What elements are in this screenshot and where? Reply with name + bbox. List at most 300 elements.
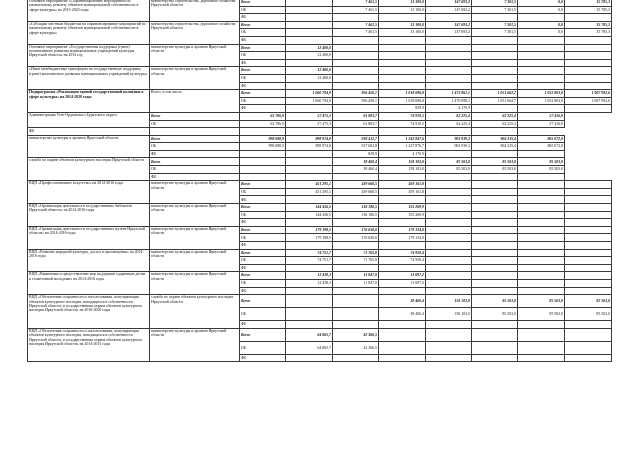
- value-cell: [426, 272, 472, 280]
- value-cell: [518, 321, 565, 329]
- value-cell: [286, 219, 333, 227]
- table-row: [28, 158, 612, 166]
- budget-table-page: [27, 0, 612, 362]
- value-cell: 12 400,0: [286, 67, 333, 75]
- value-cell: 158 103,0: [426, 295, 472, 308]
- value-cell: [426, 264, 472, 272]
- value-cell: 71 765,0: [333, 257, 379, 265]
- funding-source-cell: ОБ: [240, 308, 286, 321]
- value-cell: 12 400,0: [286, 52, 333, 60]
- row-title-cell: «Иные межбюджетные трансферты на государственную поддержку (грант) комплексного развития муниципальных учреждений культуры»: [28, 67, 150, 90]
- value-cell: [472, 354, 518, 362]
- funding-source-cell: Всего: [240, 181, 286, 189]
- value-cell: [379, 59, 426, 67]
- value-cell: 136 186,5: [333, 211, 379, 219]
- value-cell: [472, 52, 518, 60]
- table-row: [28, 272, 612, 280]
- value-cell: [426, 226, 472, 234]
- value-cell: [472, 181, 518, 189]
- executor-cell: служба по охране объектов культурного наследия Иркутской области: [150, 295, 240, 329]
- value-cell: 85 503,0: [518, 295, 565, 308]
- funding-source-cell: ОБ: [240, 74, 286, 82]
- value-cell: [286, 173, 333, 181]
- value-cell: [518, 242, 565, 250]
- value-cell: 74 751,7: [286, 257, 333, 265]
- value-cell: [426, 257, 472, 265]
- value-cell: 904 335,4: [472, 143, 518, 151]
- value-cell: [472, 242, 518, 250]
- value-cell: 1 060 794,9: [286, 97, 333, 105]
- value-cell: 38 460,4: [333, 158, 379, 166]
- value-cell: [472, 67, 518, 75]
- value-cell: 439 660,5: [333, 188, 379, 196]
- funding-source-cell: ФБ: [240, 287, 286, 295]
- funding-source-cell: ОБ: [240, 29, 286, 37]
- value-cell: 1 470 098,1: [426, 97, 472, 105]
- value-cell: [565, 272, 612, 280]
- value-cell: [286, 82, 333, 90]
- executor-cell: Администрация Усть-Ордынского Бурятского округа: [28, 112, 150, 127]
- value-cell: 136 186,5: [333, 204, 379, 212]
- value-cell: [333, 321, 379, 329]
- value-cell: [518, 14, 565, 22]
- row-title-cell: «Субсидии местным бюджетам на софинансирование мероприятий по капитальному ремонту объектов муниципальной собственности в сфере культуры»: [28, 21, 150, 44]
- value-cell: [333, 74, 379, 82]
- funding-source-cell: ФБ: [240, 105, 286, 113]
- value-cell: [333, 128, 379, 136]
- value-cell: [565, 82, 612, 90]
- value-cell: [472, 234, 518, 242]
- value-cell: [472, 249, 518, 257]
- value-cell: [286, 166, 333, 174]
- value-cell: 13 100,0: [379, 29, 426, 37]
- executor-cell: министерство культуры и архивов Иркутской области: [150, 226, 240, 249]
- value-cell: [472, 219, 518, 227]
- value-cell: [472, 279, 518, 287]
- value-cell: [518, 44, 565, 52]
- value-cell: [240, 173, 286, 181]
- value-cell: 7 461,5: [333, 0, 379, 6]
- value-cell: [472, 128, 518, 136]
- value-cell: 459 161,8: [379, 188, 426, 196]
- value-cell: [518, 249, 565, 257]
- value-cell: 176 650,0: [333, 226, 379, 234]
- value-cell: [565, 249, 612, 257]
- value-cell: 7 301,5: [472, 21, 518, 29]
- table-row: [28, 135, 612, 143]
- funding-source-cell: ОБ: [240, 52, 286, 60]
- value-cell: [286, 308, 333, 321]
- value-cell: [472, 105, 518, 113]
- executor-cell: министерство культуры и архивов Иркутской области: [150, 249, 240, 272]
- value-cell: [426, 36, 472, 44]
- value-cell: 904 335,4: [472, 135, 518, 143]
- value-cell: 12 438,3: [286, 279, 333, 287]
- table-row: [28, 226, 612, 234]
- value-cell: [333, 295, 379, 308]
- funding-source-cell: ОБ: [240, 279, 286, 287]
- funding-source-cell: ОБ: [240, 6, 286, 14]
- value-cell: [426, 44, 472, 52]
- value-cell: [333, 242, 379, 250]
- value-cell: 7 461,5: [333, 29, 379, 37]
- value-cell: [565, 321, 612, 329]
- value-cell: 64 065,7: [286, 328, 333, 341]
- value-cell: [286, 14, 333, 22]
- executor-cell: министерство культуры и архивов Иркутской области: [150, 181, 240, 204]
- value-cell: [379, 74, 426, 82]
- value-cell: 12 400,0: [286, 74, 333, 82]
- value-cell: [565, 181, 612, 189]
- value-cell: 85 503,0: [472, 295, 518, 308]
- value-cell: 865 072,8: [518, 143, 565, 151]
- value-cell: 865 072,8: [518, 135, 565, 143]
- value-cell: [518, 59, 565, 67]
- value-cell: [426, 14, 472, 22]
- value-cell: [333, 173, 379, 181]
- value-cell: 0,0: [518, 0, 565, 6]
- value-cell: 829,9: [333, 150, 379, 158]
- value-cell: [565, 234, 612, 242]
- value-cell: [286, 29, 333, 37]
- value-cell: [333, 14, 379, 22]
- executor-cell: министерство культуры и архивов Иркутской области: [150, 328, 240, 362]
- value-cell: 13 100,0: [379, 0, 426, 6]
- executor-cell: министерство культуры и архивов Иркутской области: [150, 204, 240, 227]
- value-cell: 956 450,1: [333, 97, 379, 105]
- funding-source-cell: ФБ: [240, 196, 286, 204]
- value-cell: [426, 181, 472, 189]
- value-cell: 74 751,7: [286, 249, 333, 257]
- value-cell: 62 225,4: [426, 112, 472, 120]
- value-cell: [333, 59, 379, 67]
- value-cell: [518, 328, 565, 341]
- value-cell: 13 100,0: [379, 6, 426, 14]
- value-cell: 0,0: [518, 6, 565, 14]
- value-cell: 998 088,9: [240, 135, 286, 143]
- value-cell: 1 052 863,8: [518, 97, 565, 105]
- row-title-cell: ВЦП «Профессиональное искусство» на 2014-2016 годы: [28, 181, 150, 204]
- value-cell: 85 503,0: [565, 295, 612, 308]
- value-cell: [379, 321, 426, 329]
- value-cell: 1 242 847,6: [379, 135, 426, 143]
- value-cell: [426, 128, 472, 136]
- value-cell: 439 660,5: [333, 181, 379, 189]
- value-cell: 85 503,0: [518, 308, 565, 321]
- value-cell: 85 503,0: [426, 158, 472, 166]
- value-cell: 0,0: [518, 21, 565, 29]
- row-title-cell: ВЦП «Обеспечение сохранности и использования, популяризация объектов культурного наследия, находящихся в собственности Иркутской области, и государственная охрана объектов культурного наследия Иркутской области» на 2016-2020 годы: [28, 295, 150, 329]
- value-cell: [379, 82, 426, 90]
- value-cell: [426, 150, 472, 158]
- value-cell: [472, 264, 518, 272]
- value-cell: 42 366,5: [333, 328, 379, 341]
- value-cell: 62 225,4: [426, 120, 472, 128]
- value-cell: 57 475,3: [286, 120, 333, 128]
- value-cell: [472, 188, 518, 196]
- value-cell: [379, 354, 426, 362]
- funding-source-cell: Всего: [240, 204, 286, 212]
- value-cell: [426, 173, 472, 181]
- funding-source-cell: Всего: [240, 328, 286, 341]
- value-cell: 38 460,4: [379, 308, 426, 321]
- row-title-cell: Основное мероприятие «Софинансирование мероприятий по капитальному ремонту объектов муниципальной собственности в сфере культуры» на 2015-2020 годы: [28, 0, 150, 21]
- value-cell: 829,9: [379, 105, 426, 113]
- value-cell: 179 134,0: [379, 226, 426, 234]
- value-cell: [286, 158, 333, 166]
- value-cell: 1 237 876,7: [379, 143, 426, 151]
- value-cell: [472, 272, 518, 280]
- value-cell: 158 103,0: [426, 308, 472, 321]
- value-cell: [426, 196, 472, 204]
- funding-source-cell: Всего: [240, 272, 286, 280]
- value-cell: [518, 181, 565, 189]
- value-cell: [379, 341, 426, 354]
- table-row: [28, 204, 612, 212]
- value-cell: 1 007 992,6: [565, 90, 612, 98]
- funding-source-cell: ОБ: [240, 341, 286, 354]
- value-cell: 74 910,5: [379, 112, 426, 120]
- value-cell: [426, 59, 472, 67]
- value-cell: [379, 328, 426, 341]
- value-cell: [518, 279, 565, 287]
- value-cell: [426, 67, 472, 75]
- value-cell: 1 051 662,7: [472, 97, 518, 105]
- funding-source-cell: ФБ: [240, 264, 286, 272]
- value-cell: [472, 341, 518, 354]
- value-cell: 57 416,8: [518, 112, 565, 120]
- value-cell: 144 456,5: [286, 211, 333, 219]
- value-cell: 62 225,4: [472, 112, 518, 120]
- value-cell: 7 461,5: [333, 6, 379, 14]
- value-cell: [379, 14, 426, 22]
- value-cell: 147 693,2: [426, 21, 472, 29]
- value-cell: 7 301,5: [472, 6, 518, 14]
- value-cell: [518, 272, 565, 280]
- table-row: [28, 67, 612, 75]
- value-cell: [426, 321, 472, 329]
- value-cell: [426, 234, 472, 242]
- value-cell: 4 170,9: [379, 150, 426, 158]
- value-cell: 147 693,2: [426, 6, 472, 14]
- value-cell: 155 269,9: [379, 211, 426, 219]
- value-cell: 0,0: [518, 29, 565, 37]
- value-cell: [472, 226, 518, 234]
- value-cell: [333, 264, 379, 272]
- funding-source-cell: ФБ: [240, 321, 286, 329]
- value-cell: [565, 328, 612, 341]
- value-cell: [426, 287, 472, 295]
- value-cell: [518, 354, 565, 362]
- value-cell: [518, 173, 565, 181]
- value-cell: [565, 354, 612, 362]
- funding-source-cell: ФБ: [240, 14, 286, 22]
- value-cell: 35 785,3: [565, 21, 612, 29]
- budget-table: [27, 0, 612, 362]
- value-cell: 459 161,8: [379, 181, 426, 189]
- value-cell: [518, 219, 565, 227]
- table-row: [28, 181, 612, 189]
- value-cell: [333, 44, 379, 52]
- value-cell: [426, 328, 472, 341]
- value-cell: [333, 354, 379, 362]
- value-cell: [426, 279, 472, 287]
- value-cell: [333, 219, 379, 227]
- value-cell: [379, 264, 426, 272]
- funding-source-cell: ОБ: [240, 257, 286, 265]
- table-row: [28, 112, 612, 120]
- value-cell: [565, 74, 612, 82]
- value-cell: [518, 257, 565, 265]
- value-cell: [240, 158, 286, 166]
- value-cell: 12 400,0: [286, 44, 333, 52]
- value-cell: 35 785,3: [565, 6, 612, 14]
- funding-source-cell: ФБ: [240, 242, 286, 250]
- value-cell: [472, 257, 518, 265]
- value-cell: 158 103,0: [379, 166, 426, 174]
- value-cell: [565, 287, 612, 295]
- value-cell: 62 706,0: [240, 112, 286, 120]
- value-cell: 179 134,0: [379, 234, 426, 242]
- value-cell: 74 958,4: [379, 257, 426, 265]
- value-cell: [565, 196, 612, 204]
- funding-source-cell: ФБ: [240, 219, 286, 227]
- value-cell: [379, 242, 426, 250]
- value-cell: [518, 82, 565, 90]
- value-cell: [240, 166, 286, 174]
- value-cell: 1 473 861,1: [426, 90, 472, 98]
- value-cell: 85 503,0: [518, 166, 565, 174]
- value-cell: 1 007 992,6: [565, 97, 612, 105]
- value-cell: 898 974,8: [286, 143, 333, 151]
- funding-source-cell: Всего: [150, 112, 240, 120]
- value-cell: [426, 354, 472, 362]
- value-cell: 1 018 696,8: [379, 97, 426, 105]
- value-cell: 35 785,3: [565, 0, 612, 6]
- value-cell: [565, 59, 612, 67]
- value-cell: [286, 128, 333, 136]
- executor-cell: министерство культуры и архивов Иркутской области: [150, 44, 240, 67]
- row-title-cell: ВЦП «Организация деятельности государственных музеев Иркутской области» на 2014-2016 годы: [28, 226, 150, 249]
- value-cell: [518, 341, 565, 354]
- value-cell: [472, 328, 518, 341]
- funding-source-cell: ОБ: [240, 211, 286, 219]
- funding-source-cell: Всего: [240, 67, 286, 75]
- funding-source-cell: Всего: [150, 158, 240, 166]
- value-cell: [565, 67, 612, 75]
- value-cell: 158 103,0: [379, 158, 426, 166]
- funding-source-cell: Всего: [240, 90, 286, 98]
- funding-source-cell: Всего: [240, 21, 286, 29]
- value-cell: 57 475,3: [286, 112, 333, 120]
- value-cell: 38 460,4: [333, 166, 379, 174]
- value-cell: [286, 264, 333, 272]
- value-cell: 62 225,4: [472, 120, 518, 128]
- value-cell: [426, 249, 472, 257]
- funding-source-cell: ОБ: [150, 120, 240, 128]
- value-cell: 7 301,5: [472, 29, 518, 37]
- executor-cell: министерство культуры и архивов Иркутской области: [150, 272, 240, 295]
- value-cell: [333, 287, 379, 295]
- value-cell: [518, 52, 565, 60]
- value-cell: 144 456,5: [286, 204, 333, 212]
- funding-source-cell: Всего: [240, 226, 286, 234]
- funding-source-cell: Всего: [240, 44, 286, 52]
- value-cell: 13 100,0: [379, 21, 426, 29]
- value-cell: 61 883,7: [333, 120, 379, 128]
- value-cell: 71 765,0: [333, 249, 379, 257]
- funding-source-cell: ФБ: [240, 36, 286, 44]
- value-cell: [379, 173, 426, 181]
- value-cell: 176 650,0: [333, 234, 379, 242]
- executor-cell: министерство культуры и архивов Иркутской области: [28, 135, 150, 158]
- table-row: [28, 128, 612, 136]
- value-cell: 451 295,1: [286, 188, 333, 196]
- row-title-cell: ВЦП «Выявление и предоставление мер поддержки одаренным детям и талантливой молодежи» на 2014-2016 годы: [28, 272, 150, 295]
- value-cell: [333, 82, 379, 90]
- value-cell: 179 198,5: [286, 234, 333, 242]
- funding-source-cell: Всего: [240, 295, 286, 308]
- value-cell: [426, 52, 472, 60]
- value-cell: [379, 52, 426, 60]
- value-cell: [472, 36, 518, 44]
- funding-source-cell: ФБ: [150, 150, 240, 158]
- value-cell: [518, 36, 565, 44]
- value-cell: [286, 295, 333, 308]
- value-cell: 179 198,5: [286, 226, 333, 234]
- executor-cell: служба по охране объектов культурного наследия Иркутской области: [28, 158, 150, 181]
- value-cell: 85 503,0: [518, 158, 565, 166]
- funding-source-cell: ОБ: [150, 143, 240, 151]
- value-cell: [286, 105, 333, 113]
- funding-source-cell: Всего: [150, 135, 240, 143]
- value-cell: [518, 226, 565, 234]
- value-cell: [472, 287, 518, 295]
- value-cell: [426, 82, 472, 90]
- executor-cell: Всего, в том числе: [150, 90, 240, 113]
- value-cell: [518, 264, 565, 272]
- value-cell: 998 088,9: [240, 143, 286, 151]
- value-cell: [379, 44, 426, 52]
- value-cell: [518, 211, 565, 219]
- value-cell: [518, 74, 565, 82]
- value-cell: 4 170,9: [426, 105, 472, 113]
- row-title-cell: Основное мероприятие «Государственная поддержка (грант) коллективного развития муниципальных учреждений культуры Иркутской области» на 2014 год: [28, 44, 150, 67]
- value-cell: 1 018 696,8: [379, 90, 426, 98]
- value-cell: [379, 196, 426, 204]
- executor-cell: министерство строительства, дорожного хозяйства Иркутской области: [150, 0, 240, 21]
- value-cell: 85 503,0: [472, 166, 518, 174]
- value-cell: [565, 257, 612, 265]
- funding-source-cell: ОБ: [240, 97, 286, 105]
- value-cell: [426, 188, 472, 196]
- value-cell: [379, 67, 426, 75]
- funding-source-cell: ОБ: [240, 234, 286, 242]
- value-cell: [286, 150, 333, 158]
- value-cell: [379, 128, 426, 136]
- value-cell: [333, 308, 379, 321]
- row-title-cell: ВЦП «Организация деятельности государственных библиотек Иркутской области» на 2014-2016 годы: [28, 204, 150, 227]
- funding-source-cell: ОБ: [240, 188, 286, 196]
- value-cell: [286, 21, 333, 29]
- value-cell: [565, 279, 612, 287]
- value-cell: 11 697,2: [379, 272, 426, 280]
- value-cell: [518, 188, 565, 196]
- value-cell: 1 060 794,9: [286, 90, 333, 98]
- value-cell: 35 785,3: [565, 29, 612, 37]
- value-cell: [286, 287, 333, 295]
- value-cell: [565, 204, 612, 212]
